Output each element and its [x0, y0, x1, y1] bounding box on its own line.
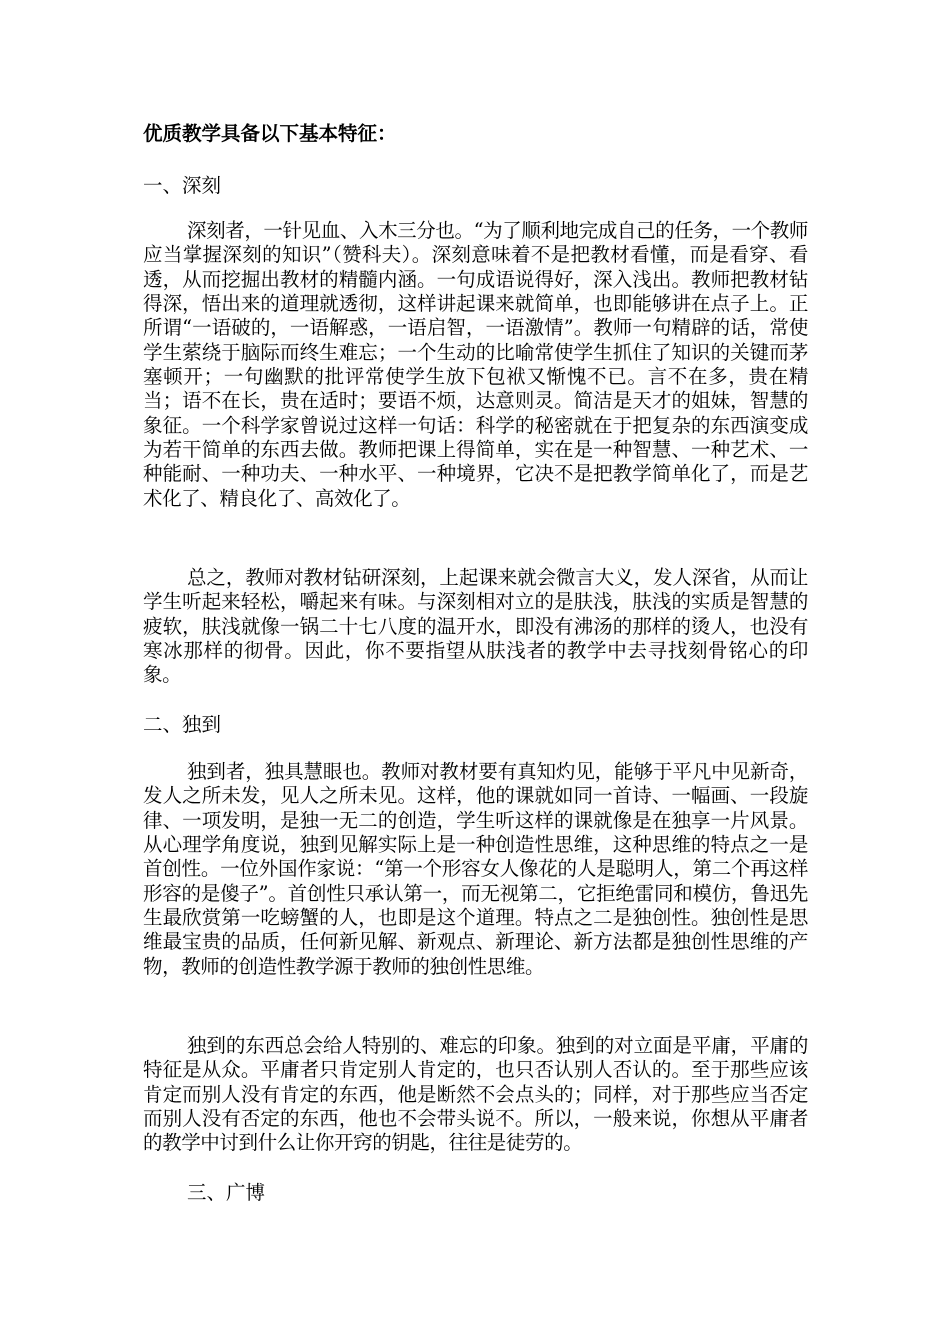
section-heading-breadth: 三、广博	[187, 1181, 266, 1204]
paragraph-originality-2: 独到的东西总会给人特别的、难忘的印象。独到的对立面是平庸，平庸的特征是从众。平庸者只肯定别人肯定的，也只否认别人否认的。至于那些应该肯定而别人没有肯定的东西，他是断然不会点头的；同样，对于那些应当否定而别人没有否定的东西，他也不会带头说不。所以，一般来说，你想从平庸者的教学中讨到什么让你开窍的钥匙，往往是徒劳的。	[143, 1034, 808, 1155]
document-title: 优质教学具备以下基本特征：	[143, 122, 397, 145]
paragraph-depth-1: 深刻者，一针见血、入木三分也。“为了顺利地完成自己的任务，一个教师应当掌握深刻的知识”（赞科夫）。深刻意味着不是把教材看懂，而是看穿、看透，从而挖掘出教材的精髓内涵。一句成语说得好，深入浅出。教师把教材钻得深，悟出来的道理就透彻，这样讲起课来就简单，也即能够讲在点子上。正所谓“一语破的，一语解惑，一语启智，一语激情”。教师一句精辟的话，常使学生萦绕于脑际而终生难忘；一个生动的比喻常使学生抓住了知识的关键而茅塞顿开；一句幽默的批评常使学生放下包袱又惭愧不已。言不在多，贵在精当；语不在长，贵在适时；要语不烦，达意则灵。简洁是天才的姐妹，智慧的象征。一个科学家曾说过这样一句话：科学的秘密就在于把复杂的东西演变成为若干简单的东西去做。教师把课上得简单，实在是一种智慧、一种艺术、一种能耐、一种功夫、一种水平、一种境界，它决不是把教学简单化了，而是艺术化了、精良化了、高效化了。	[143, 219, 808, 510]
paragraph-originality-1: 独到者，独具慧眼也。教师对教材要有真知灼见，能够于平凡中见新奇，发人之所未发，见人之所未见。这样，他的课就如同一首诗、一幅画、一段旋律、一项发明，是独一无二的创造，学生听这样的课就像是在独享一片风景。从心理学角度说，独到见解实际上是一种创造性思维，这种思维的特点之一是首创性。一位外国作家说：“第一个形容女人像花的人是聪明人，第二个再这样形容的是傻子”。首创性只承认第一，而无视第二，它拒绝雷同和模仿，鲁迅先生最欣赏第一吃螃蟹的人，也即是这个道理。特点之二是独创性。独创性是思维最宝贵的品质，任何新见解、新观点、新理论、新方法都是独创性思维的产物，教师的创造性教学源于教师的独创性思维。	[143, 760, 808, 978]
paragraph-depth-2: 总之，教师对教材钻研深刻，上起课来就会微言大义，发人深省，从而让学生听起来轻松，嚼起来有味。与深刻相对立的是肤浅，肤浅的实质是智慧的疲软，肤浅就像一锅二十七八度的温开水，即没有沸汤的那样的烫人，也没有寒冰那样的彻骨。因此，你不要指望从肤浅者的教学中去寻找刻骨铭心的印象。	[143, 566, 808, 687]
section-heading-depth: 一、深刻	[143, 174, 222, 197]
section-heading-originality: 二、独到	[143, 713, 222, 736]
